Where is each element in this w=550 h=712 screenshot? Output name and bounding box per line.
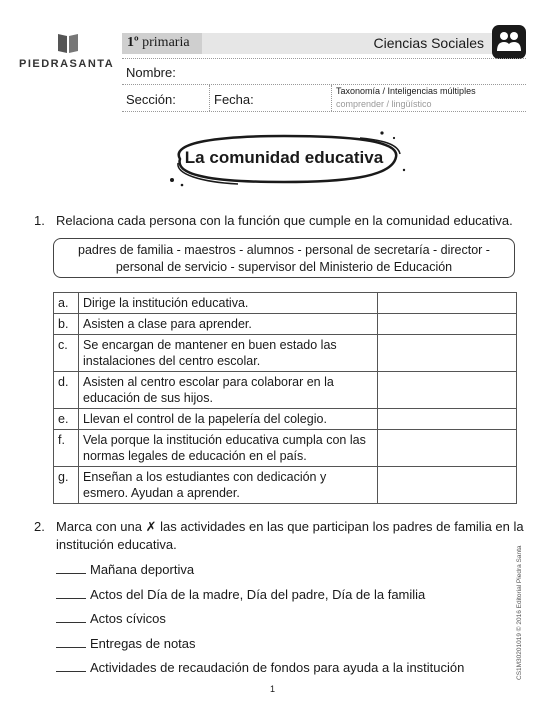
word-bank-line: personal de servicio - supervisor del Ministerio de Educación bbox=[115, 260, 453, 274]
grade-label bbox=[127, 35, 190, 51]
answer-cell[interactable] bbox=[378, 409, 517, 430]
field-divider bbox=[209, 85, 210, 111]
page-title: La comunidad educativa bbox=[184, 148, 384, 167]
nombre-line[interactable] bbox=[122, 84, 526, 85]
option-label: Actividades de recaudación de fondos para ayuda a la institución bbox=[90, 660, 465, 675]
row-letter: a. bbox=[54, 293, 79, 314]
taxonomy-label: Taxonomía / Inteligencias múltiples bbox=[336, 86, 476, 96]
row-letter: b. bbox=[54, 314, 79, 335]
table-row bbox=[54, 409, 517, 430]
word-bank-line: padres de familia - maestros - alumnos - personal de secretaría - director - bbox=[78, 243, 490, 257]
book-logo-icon bbox=[56, 32, 80, 54]
option-label: Actos del Día de la madre, Día del padre, Día de la familia bbox=[90, 587, 426, 602]
answer-blank[interactable] bbox=[56, 573, 86, 574]
row-letter: c. bbox=[54, 335, 79, 372]
option-label: Entregas de notas bbox=[90, 636, 196, 651]
table-row bbox=[54, 430, 517, 467]
option-label: Mañana deportiva bbox=[90, 562, 195, 577]
q2-text bbox=[56, 518, 524, 554]
q2-text-line: institución educativa. bbox=[56, 537, 177, 552]
field-divider bbox=[331, 85, 332, 111]
option-label: Actos cívicos bbox=[90, 611, 166, 626]
answer-blank[interactable] bbox=[56, 647, 86, 648]
row-letter: g. bbox=[54, 467, 79, 504]
option-item bbox=[56, 660, 464, 675]
header-divider bbox=[122, 58, 526, 59]
row-letter: e. bbox=[54, 409, 79, 430]
nombre-label: Nombre: bbox=[126, 65, 176, 80]
people-icon bbox=[492, 25, 526, 59]
matching-table bbox=[53, 292, 517, 504]
row-description: Dirige la institución educativa. bbox=[79, 293, 378, 314]
answer-cell[interactable] bbox=[378, 335, 517, 372]
option-item bbox=[56, 562, 194, 577]
row-description: Asisten a clase para aprender. bbox=[79, 314, 378, 335]
header-bottom-line bbox=[122, 111, 526, 112]
word-bank bbox=[53, 238, 515, 278]
fecha-label: Fecha: bbox=[214, 92, 254, 107]
table-row bbox=[54, 314, 517, 335]
row-letter: f. bbox=[54, 430, 79, 467]
grade-number: 1º bbox=[127, 35, 139, 50]
answer-blank[interactable] bbox=[56, 671, 86, 672]
copyright-note: CS1M30201019 © 2016 Editorial Piedra Santa bbox=[516, 545, 523, 680]
row-description: Llevan el control de la papelería del colegio. bbox=[79, 409, 378, 430]
seccion-label: Sección: bbox=[126, 92, 176, 107]
q1-number: 1. bbox=[34, 213, 45, 228]
row-description: Enseñan a los estudiantes con dedicación y esmero. Ayudan a aprender. bbox=[79, 467, 378, 504]
q1-text: Relaciona cada persona con la función que cumple en la comunidad educativa. bbox=[56, 213, 513, 228]
taxonomy-sub: comprender / lingüístico bbox=[336, 99, 432, 109]
answer-cell[interactable] bbox=[378, 467, 517, 504]
q2-number: 2. bbox=[34, 519, 45, 534]
table-row bbox=[54, 293, 517, 314]
table-row bbox=[54, 372, 517, 409]
row-description: Asisten al centro escolar para colaborar en la educación de sus hijos. bbox=[79, 372, 378, 409]
row-description: Vela porque la institución educativa cumpla con las normas legales de educación en el país. bbox=[79, 430, 378, 467]
table-row bbox=[54, 467, 517, 504]
q2-text-line: Marca con una ✗ las actividades en las que participan los padres de familia en la bbox=[56, 519, 524, 534]
option-item bbox=[56, 636, 196, 651]
grade-level: primaria bbox=[142, 35, 190, 50]
page-number: 1 bbox=[270, 684, 276, 694]
row-description: Se encargan de mantener en buen estado las instalaciones del centro escolar. bbox=[79, 335, 378, 372]
option-item bbox=[56, 611, 166, 626]
answer-cell[interactable] bbox=[378, 314, 517, 335]
row-letter: d. bbox=[54, 372, 79, 409]
option-item bbox=[56, 587, 425, 602]
answer-blank[interactable] bbox=[56, 622, 86, 623]
answer-cell[interactable] bbox=[378, 372, 517, 409]
answer-cell[interactable] bbox=[378, 293, 517, 314]
publisher-logo: PIEDRASANTA bbox=[19, 58, 115, 70]
answer-blank[interactable] bbox=[56, 598, 86, 599]
answer-cell[interactable] bbox=[378, 430, 517, 467]
subject-title: Ciencias Sociales bbox=[373, 35, 484, 51]
table-row bbox=[54, 335, 517, 372]
